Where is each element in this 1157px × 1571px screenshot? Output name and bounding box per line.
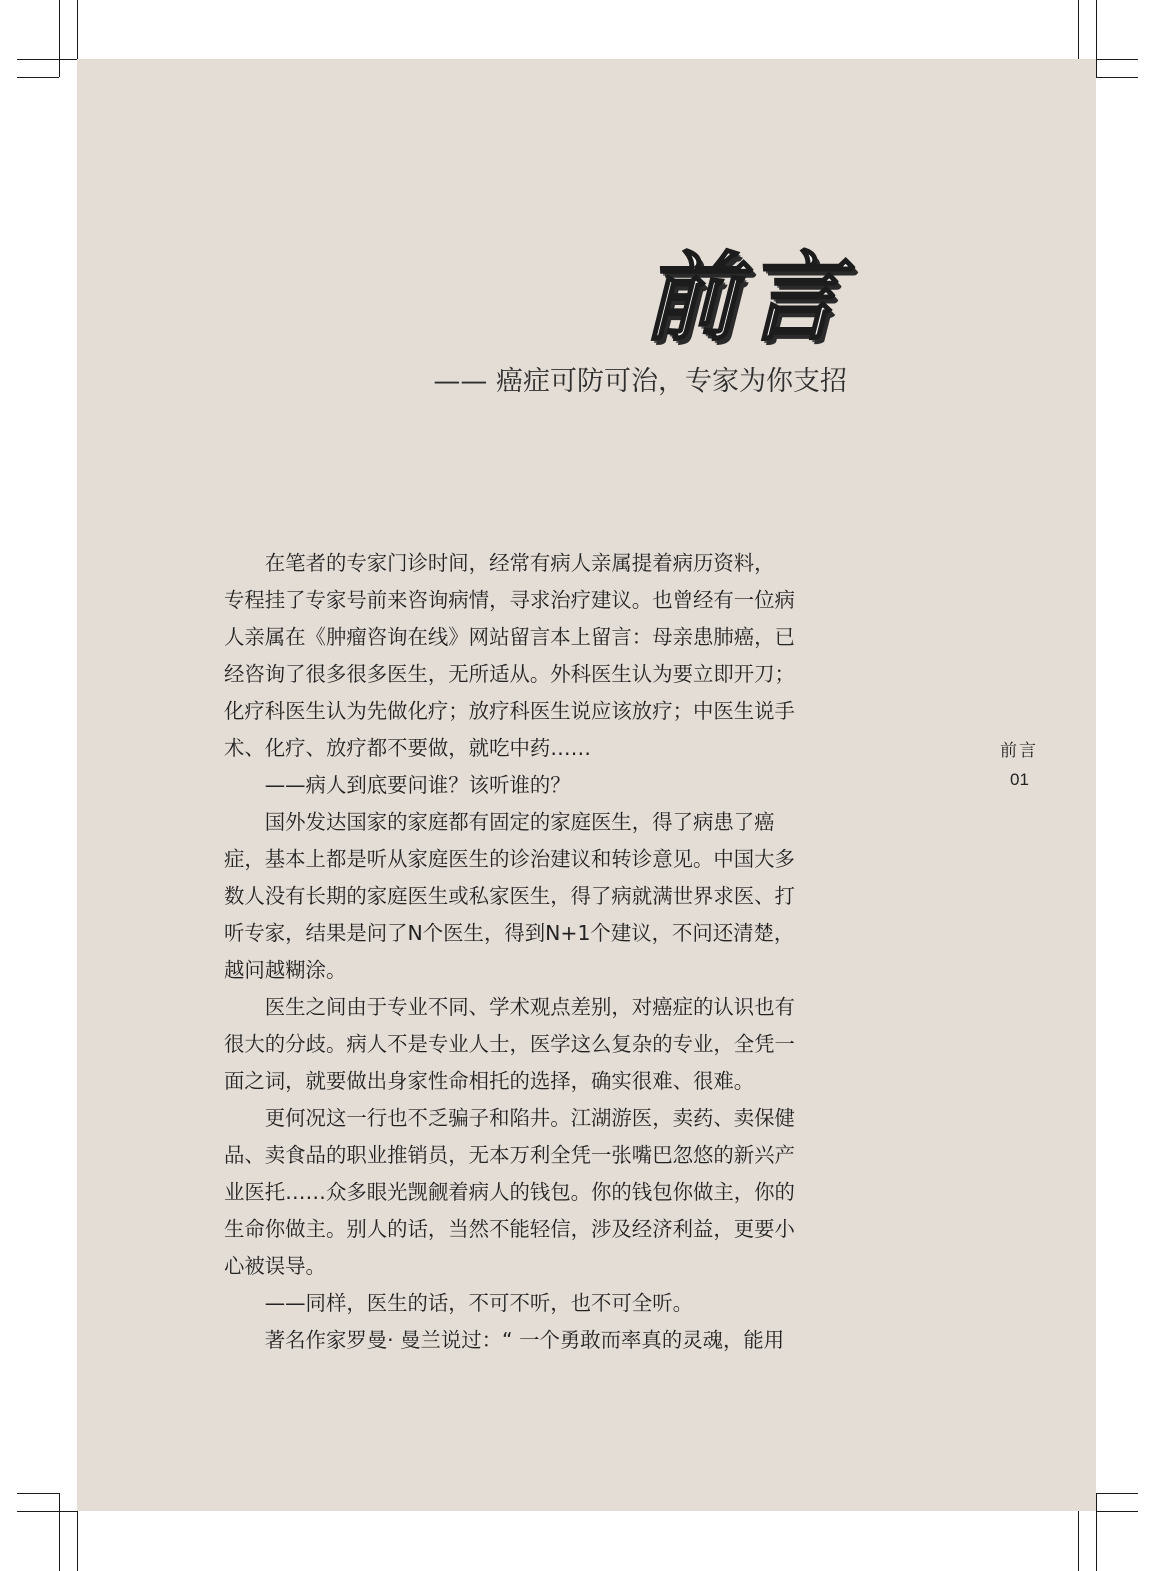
crop-mark xyxy=(59,0,60,77)
crop-mark xyxy=(17,77,59,78)
crop-mark xyxy=(1096,1511,1138,1512)
body-line: ——同样，医生的话，不可不听，也不可全听。 xyxy=(224,1291,693,1315)
body-line: 更何况这一行也不乏骗子和陷井。江湖游医，卖药、卖保健 xyxy=(224,1106,795,1130)
body-line: 越问越糊涂。 xyxy=(224,958,347,982)
body-line: 面之词，就要做出身家性命相托的选择，确实很难、很难。 xyxy=(224,1069,755,1093)
body-line: 品、卖食品的职业推销员，无本万利全凭一张嘴巴忽悠的新兴产 xyxy=(224,1143,795,1167)
crop-mark xyxy=(77,0,78,59)
crop-mark xyxy=(59,1493,60,1571)
crop-mark xyxy=(1096,77,1138,78)
body-line: 经咨询了很多很多医生，无所适从。外科医生认为要立即开刀； xyxy=(224,662,795,686)
body-line: 化疗科医生认为先做化疗；放疗科医生说应该放疗；中医生说手 xyxy=(224,699,795,723)
body-line: 数人没有长期的家庭医生或私家医生，得了病就满世界求医、打 xyxy=(224,884,795,908)
body-text xyxy=(224,545,848,1359)
chapter-title: 前言 xyxy=(643,241,847,354)
crop-mark xyxy=(17,1511,77,1512)
running-title: 前言 xyxy=(1000,741,1038,761)
crop-mark xyxy=(1078,0,1079,59)
body-line: 心被误导。 xyxy=(224,1254,326,1278)
crop-mark xyxy=(1096,0,1097,77)
body-line: 专程挂了专家号前来咨询病情，寻求治疗建议。也曾经有一位病 xyxy=(224,588,795,612)
body-line: 听专家，结果是问了N个医生，得到N+1个建议，不问还清楚， xyxy=(224,921,795,945)
body-line: 术、化疗、放疗都不要做，就吃中药…… xyxy=(224,736,592,760)
body-line: 很大的分歧。病人不是专业人士，医学这么复杂的专业，全凭一 xyxy=(224,1032,795,1056)
crop-mark xyxy=(77,1511,78,1571)
body-line: ——病人到底要问谁？该听谁的？ xyxy=(224,773,571,797)
page-number: 01 xyxy=(1010,770,1029,789)
crop-mark xyxy=(1096,1493,1138,1494)
crop-mark xyxy=(1078,1511,1079,1571)
crop-mark xyxy=(17,1493,59,1494)
crop-mark xyxy=(1096,1493,1097,1571)
body-line: 业医托……众多眼光觊觎着病人的钱包。你的钱包你做主，你的 xyxy=(224,1180,795,1204)
chapter-subtitle: —— 癌症可防可治，专家为你支招 xyxy=(433,366,847,397)
crop-mark xyxy=(17,59,77,60)
body-line: 著名作家罗曼· 曼兰说过：“ 一个勇敢而率真的灵魂，能用 xyxy=(224,1328,785,1352)
body-line: 生命你做主。别人的话，当然不能轻信，涉及经济利益，更要小 xyxy=(224,1217,795,1241)
body-line: 症，基本上都是听从家庭医生的诊治建议和转诊意见。中国大多 xyxy=(224,847,795,871)
body-line: 在笔者的专家门诊时间，经常有病人亲属提着病历资料， xyxy=(224,551,775,575)
body-line: 医生之间由于专业不同、学术观点差别，对癌症的认识也有 xyxy=(224,995,795,1019)
body-line: 国外发达国家的家庭都有固定的家庭医生，得了病患了癌 xyxy=(224,810,775,834)
body-line: 人亲属在《肿瘤咨询在线》网站留言本上留言：母亲患肺癌，已 xyxy=(224,625,795,649)
crop-mark xyxy=(1096,59,1138,60)
